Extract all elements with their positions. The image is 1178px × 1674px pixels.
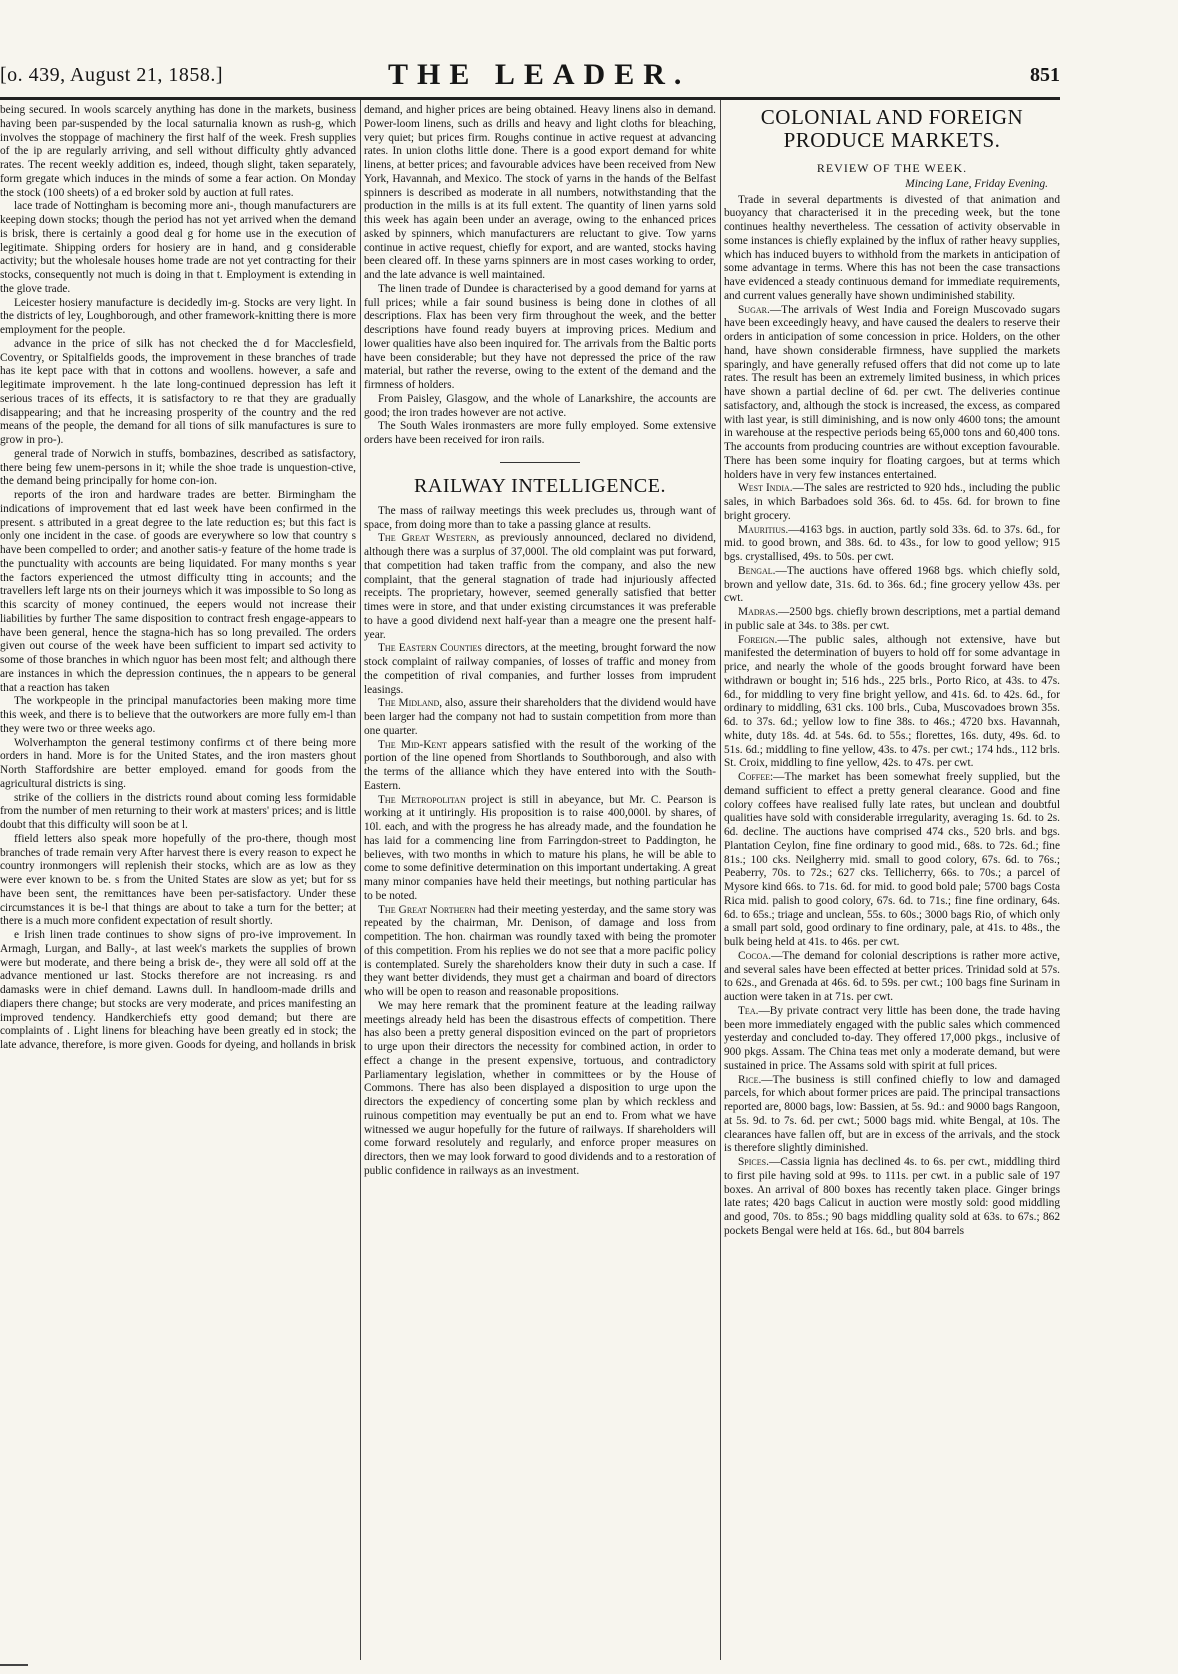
railway-closing: We may here remark that the prominent feature at the leading railway meetings already held has been the disastrous effects of competition. There has also been a pretty general disposition evinced on the part of proprietors to urge upon their directors the necessity for combined action, in order to effect a change in the present expensive, tortuous, and contradictory Parliamentary legislation, whether in committees or by the House of Commons. There has also been displayed a disposition to urge upon the directors the expediency of concerting some plan by which reckless and ruinous competition may eventually be put an end to. From what we have witnessed we augur hopefully for the future of railways. If shareholders will come forward resolutely and regularly, and enforce proper measures on directors, then we may look forward to good dividends and to a restoration of public confidence in railways as an investment. (364, 999, 716, 1177)
review-subtitle: REVIEW OF THE WEEK. (816, 161, 968, 175)
item-heading: Rice. (738, 1073, 762, 1086)
paragraph: e Irish linen trade continues to show signs of pro-ive improvement. In Armagh, Lurgan, and Bally-, at last week's markets the supplies of brown were but moderate, and there being a brisk de-, they were all sold off at the advance mentioned ur last. Stocks therefore are not increasing. rs and damasks were in chief demand. Lawns dull. In handloom-made drills and diapers there change; but stocks are very moderate, and prices manifesting an improved tendency. Handkerchiefs etty good demand; but there are complaints of . Light linens for bleaching have been greatly ed in stock; the late advance, therefore, is more given. Goods for dyeing, and hollands in brisk (0, 929, 356, 1051)
page-number: 851 (1030, 64, 1060, 86)
column-divider (360, 100, 361, 1660)
column-2 (364, 104, 716, 1660)
item-heading: The Great Northern (378, 903, 476, 916)
market-item (724, 950, 1060, 1005)
railway-item (364, 642, 716, 697)
item-heading: West India. (738, 482, 793, 495)
railway-item (364, 794, 716, 904)
railway-lead: The mass of railway meetings this week precludes us, through want of space, from doing more than to take a passing glance at results. (364, 504, 716, 531)
market-item (724, 1005, 1060, 1074)
item-heading: The Eastern Counties (378, 642, 482, 655)
item-text: directors, at the meeting, brought forward the now stock complaint of railway companies, of losses of traffic and money from the competition of rival companies, and further losses from imprudent leasings. (364, 642, 716, 696)
paragraph: advance in the price of silk has not checked the d for Macclesfield, Coventry, or Spitalfields goods, the improvement in these branches of trade has ite kept pace with that in cottons and woollens. however, a safe and legitimate improvement. h the late long-continued depression has left it serious traces of its effects, it is satisfactory to re that they are gradually disappearing; and that he increasing prosperity of the country and the red means of the people, the demand for all tions of silk manufactures is sure to grow in pro-). (0, 337, 356, 446)
item-heading: The Midland, (378, 697, 443, 710)
item-text: —The arrivals of West India and Foreign Muscovado sugars have been exceedingly heavy, and have caused the dealers to reserve their orders in anticipation of some concession in price. Holders, on the other hand, have shown considerable firmness, have supplied the markets sparingly, and have generally refused offers that did not come up to late rates. The result has been an extremely limited business, in which prices have shown a partial decline of 6d. per cwt. The deliveries continue satisfactory, and, although the stock is increased, the excess, as compared with last year, is still diminishing, and is now only 4600 tons; the amount in warehouse at the respective periods being 65,000 tons and 60,400 tons. The accounts from producing countries are without exception favourable. There has been some inquiry for floating cargoes, but at terms which holders have in very few instances entertained. (724, 303, 1060, 481)
paragraph: reports of the iron and hardware trades are better. Birmingham the indications of improvement that ed last week have been confirmed in the present. s attributed in a great degree to the late reduction es; but this fact is only one incident in the case. of goods are everywhere so low that country s have been compelled to order; and another satis-y feature of the home trade is the punctuality with accounts are being liquidated. For many months s year the factors experienced the utmost difficulty tting in accounts; and the travellers left large nts on their journeys which it was impossible to So long as this scarcity of money continued, the eepers would not increase their liabilities by further The same disposition to contract fresh engage-appears to have been general, hence the stagna-hich has so long prevailed. The orders given out course of the week have been sufficient to impart sed activity to some of those branches in which nguor has been most felt; and although there are instances in which the depression continues, the n appears to be general that a reaction has taken (0, 489, 356, 694)
item-heading: Mauritius. (738, 523, 789, 536)
paragraph: The workpeople in the principal manufactories been making more time this week, and there is to believe that the outworkers are more fully em-l than they were two or three weeks ago. (0, 695, 356, 735)
item-text: as previously announced, declared no dividend, although there was a surplus of 37,000l. The old complaint was put forward, that competition had taken traffic from the company, and also the new complaint, that the general stagnation of trade had injuriously affected receipts. The proprietary, however, seemed generally satisfied that better times were in store, and that under existing circumstances it was preferable to have a good dividend next half-year than a meagre one the present half-year. (364, 532, 716, 641)
paragraph: From Paisley, Glasgow, and the whole of Lanarkshire, the accounts are good; the iron trades however are not active. (364, 392, 716, 419)
item-text: —Cassia lignia has declined 4s. to 6s. per cwt., middling third to first pile having sold at 99s. to 111s. per cwt. in a public sale of 197 boxes. An arrival of 800 boxes has recently taken place. Ginger brings late rates; 420 bags Calicut in auction were mostly sold: good middling and good, 70s. to 85s.; 90 bags middling quality sold at 63s. to 67s.; 862 pockets Bengal were held at 16s. 6d., but 804 barrels (724, 1156, 1060, 1237)
item-heading: Madras. (738, 606, 779, 618)
market-item (724, 771, 1060, 950)
item-heading: Tea. (738, 1004, 759, 1017)
railway-item (364, 739, 716, 794)
item-text: —The business is still confined chiefly to low and damaged parcels, for which about former prices are paid. The principal transactions reported are, 8000 bags, low: Bassien, at 5s. 9d.: and 9000 bags Rangoon, at 5s. 9d. to 7s. 6d. per cwt.; 5000 bags mid. white Bengal, at 10s. The clearances have fallen off, but are in excess of the arrivals, and the stock is therefore slightly diminished. (724, 1073, 1060, 1155)
item-heading: Foreign. (738, 633, 778, 646)
market-item (724, 634, 1060, 772)
item-text: project is still in abeyance, but Mr. C. Pearson is working at it untiringly. His proposition is to raise 400,000l. by shares, of 10l. each, and with the progress he has already made, and the foundation he has laid for a commencing line from Farringdon-street to Paddington, he believes, with two months in which to mature his plans, he will be able to come to some definitive determination on this important undertaking. A great many minor companies have held their meetings, but nothing particular has to be noted. (364, 793, 716, 902)
item-heading: Coffee (738, 771, 771, 783)
market-item (724, 1074, 1060, 1157)
market-item (724, 1156, 1060, 1239)
railway-item (364, 532, 716, 642)
market-item (724, 304, 1060, 483)
newspaper-title: THE LEADER. (388, 58, 691, 91)
masthead (0, 58, 1178, 98)
item-heading: Bengal. (738, 564, 776, 577)
paragraph: The South Wales ironmasters are more fully employed. Some extensive orders have been received for iron rails. (364, 420, 716, 446)
paragraph: lace trade of Nottingham is becoming more ani-, though manufacturers are keeping down stocks; though the period has not yet arrived when the demand is brisk, there is certainly a good deal g for home use in the execution of legitimate. Shipping orders for hosiery are in hand, and g considerable activity; but the wholesale houses home trade are not yet contracting for their stocks, consequently not much is doing in that t. Employment is extending in the glove trade. (0, 200, 356, 295)
item-text: appears satisfied with the result of the working of the portion of the line opened from Shortlands to Southborough, and also with the terms of the alliance which they have entered into with the South-Eastern. (364, 738, 716, 792)
item-text: also, assure their shareholders that the dividend would have been larger had the company not had to sustain competition from more than one quarter. (364, 697, 716, 737)
item-text: —The demand for colonial descriptions is rather more active, and several sales have been effected at better prices. Trinidad sold at 57s. to 62s., and Grenada at 46s. 6d. to 59s. per cwt.; 100 bags fine Surinam in auction were taken in at 71s. per cwt. (724, 949, 1060, 1003)
item-heading: The Great Western, (378, 532, 480, 545)
railway-item (364, 697, 716, 738)
item-text: —The sales are restricted to 920 hds., including the public sales, in which Barbadoes sold 36s. 6d. to 45s. 6d. for brown to fine bright grocery. (724, 482, 1060, 522)
paragraph: general trade of Norwich in stuffs, bombazines, described as satisfactory, there being few unem-persons in it; while the shoe trade is unquestion-ctive, the demand being principally for home con-ion. (0, 447, 356, 488)
market-item (724, 482, 1060, 523)
paragraph: being secured. In wools scarcely anything has done in the markets, business having been par-suspended by the local saturnalia known as rush-g, which involves the stoppage of machinery the first half of the week. Fresh supplies of the ip are regularly arriving, and sell without difficulty ghtly advanced rates. The recent weekly addition es, indeed, though slight, taken separately, form gregate which induces in the minds of some a fear action. On Monday the stock (100 sheets) of a ed broker sold by auction at full rates. (0, 104, 356, 199)
item-text: —The public sales, although not extensive, have but manifested the determination of buyers to hold off for some advantage in price, and nearly the whole of the goods brought forward have been withdrawn or bought in; 516 hds., 225 brls., Porto Rico, at 43s. to 47s. 6d., for middling to very fine bright yellow, and 41s. 6d. to 42s. 6d., for ordinary to middling, 631 cks. 100 brls., Cuba, Muscovadoes brown 35s. 6d. to 37s. 6d.; yellow low to fine 38s. to 46s.; 4720 bxs. Havannah, white, duty 18s. 4d. at 54s. 6d. to 55s.; florettes, 16s. duty, 49s. 6d. to 51s. 6d.; middling to fine yellow, 43s. to 47s. per cwt.; 174 hds., 112 brls. St. Croix, middling to fine yellow, 42s. to 47s. per cwt. (724, 633, 1060, 770)
paragraph: demand, and higher prices are being obtained. Heavy linens also in demand. Power-loom linens, such as drills and heavy and light cloths for bleaching, very quiet; but prices firm. Roughs continue in active request at advancing rates. In union cloths little done. There is a good export demand for white linens, at better prices; and favourable advices have been received from New York, Havannah, and Mexico. The stock of yarns in the hands of the Belfast spinners is described as moderate in all numbers, notwithstanding that the production in the mills is at its full extent. The quantity of linen yarns sold this week has again been under an average, owing to the enhanced prices asked by spinners, which manufacturers are reluctant to give. Tow yarns continue in active request, chiefly for export, and are wanted, stocks having been cleared off. In these yarns spinners are in most cases working to order, and the late advance is well maintained. (364, 104, 716, 281)
item-heading: Cocoa. (738, 949, 772, 962)
paragraph: Leicester hosiery manufacture is decidedly im-g. Stocks are very light. In the districts of ley, Loughborough, and other framework-knitting there is more employment for the people. (0, 296, 356, 336)
column-divider (720, 100, 721, 1660)
market-item (724, 606, 1060, 634)
item-heading: Sugar. (738, 303, 770, 316)
dateline: Mincing Lane, Friday Evening. (905, 177, 1048, 190)
produce-markets-title: COLONIAL AND FOREIGN PRODUCE MARKETS. (760, 105, 1024, 152)
section-separator (500, 462, 580, 463)
item-text: —2500 bgs. chiefly brown descriptions, met a partial demand in public sale at 34s. to 38s. per cwt. (724, 606, 1060, 632)
item-text: :—The market has been somewhat freely supplied, but the demand sufficient to effect a pretty general clearance. Good and fine colory coffees have realised fully late rates, but unclean and doubtful qualities have sold with considerable irregularity, averaging 1s. 6d. to 2s. 6d. decline. The auctions have comprised 474 cks., 520 brls. and bgs. Plantation Ceylon, fine fine ordinary to good mid., 68s. to 72s. 6d.; fine 81s.; 100 cks. Neilgherry mid. small to good colory, 67s. 6d. to 76s.; Peaberry, 70s. to 72s.; 627 cks. Tellicherry, 66s. to 70s.; a parcel of Mysore kind 66s. to 71s. 6d. for mid. to good bold pale; 5700 bags Costa Rica mid. palish to good colory, 67s. 6d. to 71s.; fine fine ordinary, 64s. 6d. to 65s.; triage and unclean, 55s. to 60s.; 3000 bags Rio, of which only a small part sold, good ordinary to fine ordinary, pale, at 41s. to 48s., the bulk being held at 41s. to 46s. per cwt. (724, 771, 1060, 948)
paragraph: The linen trade of Dundee is characterised by a good demand for yarns at full prices; while a fair sound business is being done in clothes of all descriptions. Flax has been very firm throughout the week, and the better descriptions have found ready buyers at improving prices. Medium and lower qualities have also been inquired for. The arrivals from the Baltic ports have been considerable; but they have not depressed the price of the raw material, but rather the reverse, owing to the extent of the demand and the firmness of holders. (364, 282, 716, 391)
issue-line: [o. 439, August 21, 1858.] (0, 64, 223, 86)
item-heading: The Mid-Kent (378, 738, 447, 751)
paragraph: ffield letters also speak more hopefully of the pro-there, though most branches of trade remain very After harvest there is every reason to expect he country ironmongers will replenish their stocks, which are as low as they were ever known to be. s from the United States are slow as yet; but for ss have been sent, the remittances have been per-satisfactory. Under these circumstances it is be-l that things are about to take a turn for the better; at there is a much more confident expectation of result shortly. (0, 832, 356, 928)
item-text: —By private contract very little has been done, the trade having been more immediately engaged with the public sales which commenced yesterday and concluded to-day. They offered 17,000 pkgs., inclusive of 900 pkgs. Assam. The China teas met only a moderate demand, but were sustained in price. The Assams sold with spirit at full prices. (724, 1004, 1060, 1072)
header-rule (0, 97, 1060, 100)
paragraph: Wolverhampton the general testimony confirms ct of there being more orders in hand. More is for the United States, and the iron masters ghout North Staffordshire are better employed. emand for goods from the agricultural districts is sing. (0, 736, 356, 790)
paragraph: strike of the colliers in the districts round about coming less formidable from the number of men returning to their work at masters' prices; and is little doubt that this difficulty will soon be at l. (0, 791, 356, 831)
column-3 (724, 104, 1060, 1660)
item-text: —4163 bgs. in auction, partly sold 33s. 6d. to 37s. 6d., for mid. to good brown, and 38s. 6d. to 43s., for low to good yellow; 915 bgs. crystallised, 49s. to 50s. per cwt. (724, 523, 1060, 563)
market-item (724, 524, 1060, 565)
item-text: had their meeting yesterday, and the same story was repeated by the chairman, Mr. Denison, of damage and loss from competition. The hon. chairman was roundly taxed with being the promoter of this competition. From his replies we do not see that a more pacific policy is contemplated. Surely the shareholders know their duty in such a case. If they want better dividends, they must get a chairman and board of directors who will be open to reason and reasonable propositions. (364, 903, 716, 998)
railway-section-title: RAILWAY INTELLIGENCE. (414, 474, 666, 497)
margin-mark (0, 1664, 28, 1666)
item-heading: Spices. (738, 1156, 769, 1168)
market-item (724, 565, 1060, 606)
railway-item (364, 904, 716, 1000)
column-1 (0, 104, 356, 1660)
market-intro: Trade in several departments is divested of that animation and buoyancy that characterised it in the preceding week, but the tone continues healthy nevertheless. The cessation of activity observable in some instances is chiefly explained by the influx of rather heavy supplies, which has induced buyers to withhold from the markets in anticipation of some advantage in terms. Where this has not been the case transactions have evidenced a steady continuous demand for immediate requirements, and current values generally have shown undiminished stability. (724, 193, 1060, 302)
item-heading: The Metropolitan (378, 793, 466, 806)
item-text: —The auctions have offered 1968 bgs. which chiefly sold, brown and yellow date, 31s. 6d. to 36s. 6d.; fine grocery yellow 43s. per cwt. (724, 564, 1060, 605)
